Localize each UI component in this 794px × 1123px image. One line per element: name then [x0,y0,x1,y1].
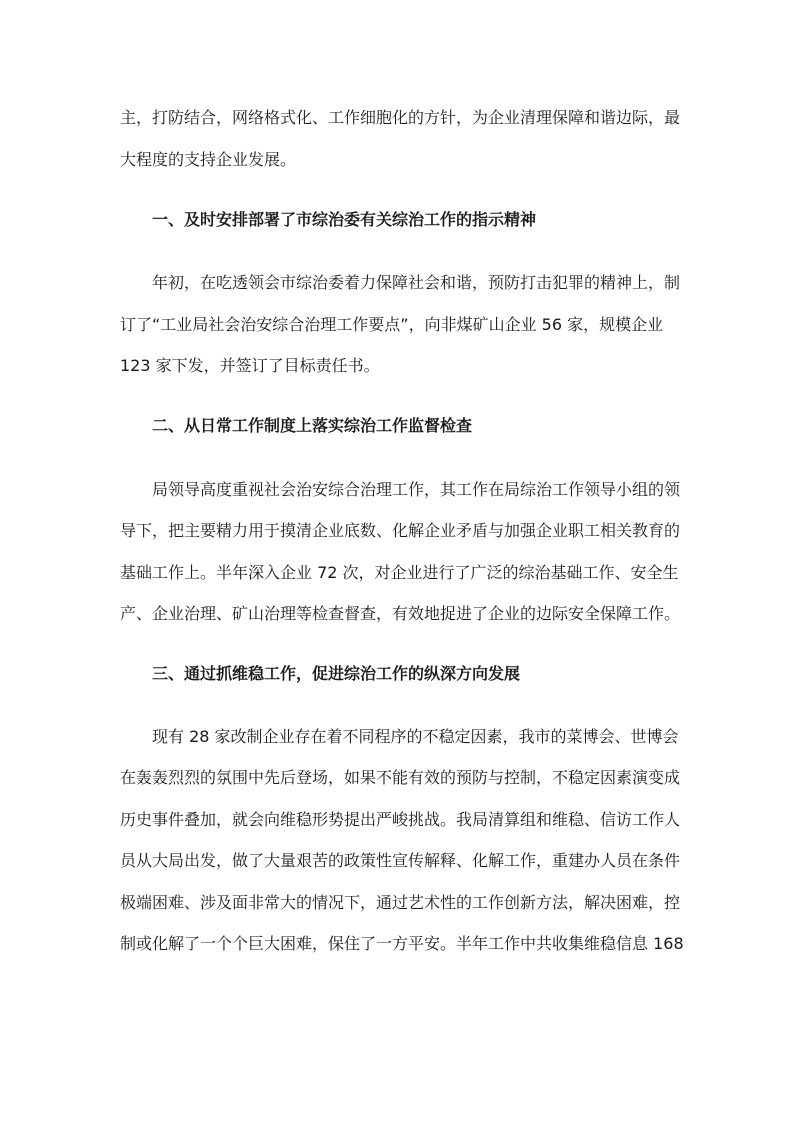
section-3-line-4: 员从大局出发，做了大量艰苦的政策性宣传解释、化解工作，重建办人员在条件 [120,851,681,870]
section-1-line-1: 年初，在吃透领会市综治委着力保障社会和谐，预防打击犯罪的精神上，制 [152,273,681,292]
intro-line-1: 主，打防结合，网络格式化、工作细胞化的方针，为企业清理保障和谐边际，最 [120,108,681,127]
section-3-heading: 三、通过抓维稳工作，促进综治工作的纵深方向发展 [152,664,521,683]
section-3-line-5: 极端困难、涉及面非常大的情况下，通过艺术性的工作创新方法，解决困难，控 [120,893,681,912]
section-1-line-2: 订了“工业局社会治安综合治理工作要点”，向非煤矿山企业 56 家，规模企业 [120,315,664,334]
section-3-line-6: 制或化解了一个个巨大困难，保住了一方平安。半年工作中共收集维稳信息 168 [120,934,684,953]
section-2-line-3: 基础工作上。半年深入企业 72 次，对企业进行了广泛的综治基础工作、安全生 [120,563,679,582]
section-3-line-1: 现有 28 家改制企业存在着不同程序的不稳定因素，我市的菜博会、世博会 [152,727,679,746]
section-3-line-3: 历史事件叠加，就会向维稳形势提出严峻挑战。我局清算组和维稳、信访工作人 [120,810,681,829]
section-2-line-4: 产、企业治理、矿山治理等检查督查，有效地捉进了企业的边际安全保障工作。 [120,604,681,623]
section-2-heading: 二、从日常工作制度上落实综治工作监督检查 [152,416,473,435]
section-1-line-3: 123 家下发，并签订了目标责任书。 [120,356,380,375]
section-1-heading: 一、及时安排部署了市综治委有关综治工作的指示精神 [152,210,537,229]
intro-line-2: 大程度的支持企业发展。 [120,150,297,169]
section-2-line-2: 导下，把主要精力用于摸清企业底数、化解企业矛盾与加强企业职工相关教育的 [120,521,681,540]
section-2-line-1: 局领导高度重视社会治安综合治理工作，其工作在局综治工作领导小组的领 [152,480,681,499]
section-3-line-2: 在轰轰烈烈的氛围中先后登场，如果不能有效的预防与控制，不稳定因素演变成 [120,768,681,787]
